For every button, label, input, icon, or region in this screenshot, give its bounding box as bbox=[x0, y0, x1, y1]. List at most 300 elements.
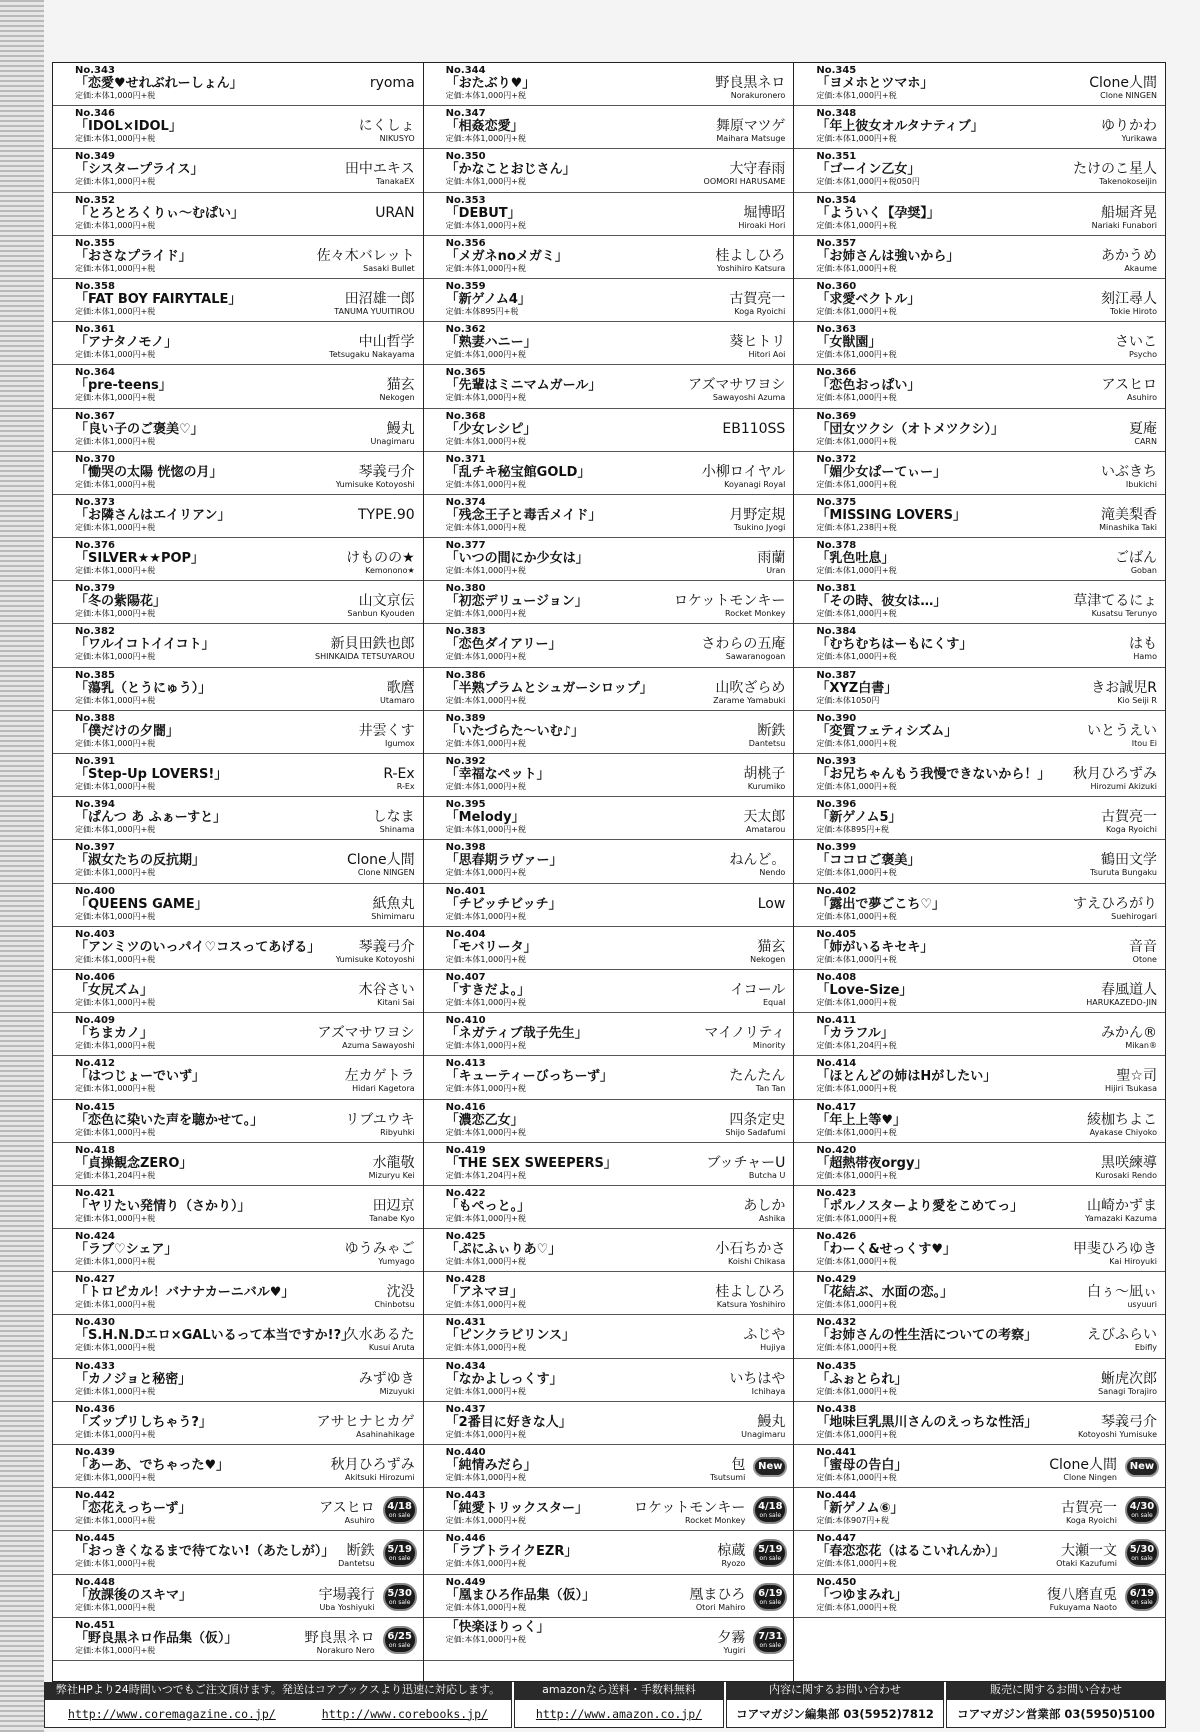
book-price: 定価:本体1,000円+税 bbox=[75, 782, 156, 791]
book-title: 「新ゲノム4」 bbox=[445, 291, 531, 307]
on-sale-label: on sale bbox=[759, 1598, 782, 1606]
book-title: 「ネガティブ哉子先生」 bbox=[445, 1026, 588, 1042]
book-entry bbox=[794, 538, 1165, 581]
book-title: 「恋愛♥せれぶれーしょん」 bbox=[75, 76, 243, 91]
book-title: 「シスタープライス」 bbox=[75, 162, 204, 178]
book-author: アサヒナヒカゲ bbox=[316, 1413, 415, 1430]
book-author-romanized: Kurumiko bbox=[747, 782, 786, 791]
book-number: No.418 bbox=[75, 1144, 115, 1156]
book-author-romanized: Hujiya bbox=[760, 1343, 786, 1353]
book-author: ロケットモンキー bbox=[674, 593, 786, 610]
book-price: 定価:本体1,000円+税 bbox=[75, 1602, 156, 1612]
book-title: 「おっきくなるまで待てない!（あたしが）」 bbox=[75, 1544, 335, 1560]
book-author: 大瀬一文 bbox=[1060, 1543, 1117, 1560]
book-number: No.391 bbox=[75, 756, 115, 767]
book-number: No.414 bbox=[816, 1058, 857, 1070]
book-author: マイノリティ bbox=[704, 1025, 786, 1042]
book-author: ごばん bbox=[1114, 550, 1157, 567]
book-author: 包 bbox=[731, 1457, 746, 1473]
book-number: No.420 bbox=[816, 1144, 857, 1156]
book-author: 甲斐ひろゆき bbox=[1072, 1241, 1157, 1258]
book-author: しなま bbox=[372, 809, 415, 826]
book-title: 「ラブ♡シェア」 bbox=[75, 1242, 178, 1258]
book-number: No.398 bbox=[445, 842, 486, 854]
book-entry bbox=[794, 452, 1165, 495]
book-price: 定価:本体1,000円+税 bbox=[445, 1084, 526, 1094]
book-author-romanized: Kurosaki Rendo bbox=[1095, 1170, 1157, 1180]
editorial-contact-box bbox=[726, 1682, 946, 1728]
book-title: 「むちむちはーもにくす」 bbox=[816, 637, 973, 653]
book-title: 「お姉さんは強いから」 bbox=[816, 248, 960, 264]
book-entry bbox=[794, 365, 1165, 408]
book-price: 定価:本体1,000円+税 bbox=[75, 91, 156, 100]
book-number: No.372 bbox=[816, 453, 857, 465]
book-price: 定価:本体1,000円+税 bbox=[75, 522, 156, 532]
book-number: No.432 bbox=[816, 1317, 857, 1329]
book-title: 「かなことおじさん」 bbox=[445, 162, 576, 178]
order-footer bbox=[44, 1682, 1166, 1728]
editorial-heading: 内容に関するお問い合わせ bbox=[726, 1682, 944, 1699]
book-title: 「ちまカノ」 bbox=[75, 1026, 154, 1042]
book-author: 田沼雄一郎 bbox=[344, 290, 415, 307]
book-number: No.366 bbox=[816, 367, 857, 379]
book-price: 定価:本体1,000円+税 bbox=[75, 350, 156, 360]
book-author-romanized: OOMORI HARUSAME bbox=[703, 177, 786, 187]
book-number: No.394 bbox=[75, 799, 115, 811]
book-number: No.427 bbox=[75, 1274, 115, 1286]
book-title: 「淑女たちの反抗期」 bbox=[75, 853, 206, 869]
book-title: 「野良黒ネロ作品集（仮）」 bbox=[75, 1630, 238, 1646]
book-author: さわらの五庵 bbox=[701, 636, 786, 653]
catalog-column-left bbox=[53, 63, 424, 1681]
book-author-romanized: Ryozo bbox=[721, 1559, 746, 1569]
book-price: 定価:本体1,000円+税 bbox=[816, 91, 897, 100]
book-price: 定価:本体1,000円+税 bbox=[75, 566, 156, 576]
book-author: ryoma bbox=[369, 75, 415, 91]
book-title: 「IDOL×IDOL」 bbox=[75, 119, 182, 135]
book-title: 「お隣さんはエイリアン」 bbox=[75, 507, 231, 523]
book-number: No.409 bbox=[75, 1015, 115, 1027]
on-sale-label: on sale bbox=[1131, 1512, 1153, 1520]
book-author-romanized: Fukuyama Naoto bbox=[1049, 1602, 1117, 1612]
book-price: 定価:本体1,000円+税 bbox=[445, 782, 526, 791]
book-entry bbox=[53, 236, 423, 279]
book-number: No.364 bbox=[75, 367, 115, 379]
book-author-romanized: Nariaki Funabori bbox=[1091, 220, 1157, 230]
book-author-romanized: Sanbun Kyouden bbox=[347, 609, 415, 619]
book-price: 定価:本体1,000円+税 bbox=[816, 134, 897, 144]
book-price: 定価:本体1,000円+税 bbox=[445, 911, 526, 921]
book-title: 「冬の紫陽花」 bbox=[75, 594, 167, 610]
book-number: No.373 bbox=[75, 496, 115, 508]
book-price: 定価:本体1,000円+税 bbox=[75, 1473, 156, 1482]
book-number: No.353 bbox=[445, 194, 486, 206]
book-price: 定価:本体1,000円+税 bbox=[816, 868, 897, 878]
book-price: 定価:本体1050円 bbox=[816, 695, 880, 705]
book-number: No.406 bbox=[75, 971, 115, 983]
book-title: 「恋花えっちーず」 bbox=[75, 1501, 192, 1517]
book-entry bbox=[794, 495, 1165, 538]
book-number: No.358 bbox=[75, 280, 115, 292]
book-number: No.370 bbox=[75, 453, 115, 465]
book-price: 定価:本体1,000円+税 bbox=[816, 782, 897, 791]
book-author: Clone人間 bbox=[1089, 75, 1157, 91]
book-number: No.413 bbox=[445, 1058, 486, 1070]
book-title: 「年上上等♥」 bbox=[816, 1112, 906, 1128]
book-entry bbox=[794, 624, 1165, 667]
book-title: 「恋色おっぱい」 bbox=[816, 378, 921, 394]
book-number: No.412 bbox=[75, 1058, 115, 1070]
book-title: 「団女ツクシ（オトメツクシ）」 bbox=[816, 421, 1005, 437]
book-title: 「ぱんつ あ ふぁーすと」 bbox=[75, 810, 227, 826]
book-number: No.438 bbox=[816, 1403, 857, 1415]
book-number: No.351 bbox=[816, 151, 857, 163]
on-sale-label: on sale bbox=[388, 1598, 411, 1606]
book-author-romanized: Yumyago bbox=[378, 1257, 415, 1267]
book-author: 断鉄 bbox=[346, 1543, 375, 1560]
book-title: 「S.H.N.Dエロ×GALいるって本当ですか!?」 bbox=[75, 1328, 355, 1344]
book-author-romanized: Akaume bbox=[1124, 263, 1157, 273]
book-number: No.440 bbox=[445, 1447, 486, 1458]
book-author-romanized: Utamaro bbox=[380, 695, 415, 705]
book-author: 雨蘭 bbox=[757, 550, 786, 567]
book-price: 定価:本体1,000円+税 bbox=[445, 393, 526, 403]
book-title: 「Step-Up LOVERS!」 bbox=[75, 767, 228, 782]
book-author: 久水あるた bbox=[344, 1327, 415, 1344]
book-author: 堀博昭 bbox=[743, 204, 786, 221]
book-author: 琴義弓介 bbox=[1100, 1413, 1157, 1430]
book-author: 鰻丸 bbox=[386, 420, 415, 437]
book-entry bbox=[424, 1143, 794, 1186]
book-author: いぶきち bbox=[1100, 463, 1157, 480]
book-entry bbox=[794, 927, 1165, 970]
book-price: 定価:本体1,000円+税 bbox=[445, 1429, 526, 1439]
book-author: 草津てるにょ bbox=[1073, 593, 1157, 610]
book-author-romanized: Koga Ryoichi bbox=[1066, 1516, 1117, 1526]
book-author-romanized: Asuhiro bbox=[1126, 393, 1157, 403]
book-author: たけのこ星人 bbox=[1072, 161, 1157, 178]
book-entry bbox=[53, 927, 423, 970]
book-author-romanized: Tokie Hiroto bbox=[1109, 306, 1157, 316]
book-entry bbox=[424, 365, 794, 408]
book-title: 「春恋恋花（はるこいれんか）」 bbox=[816, 1544, 1005, 1560]
book-title: 「ふぉとられ」 bbox=[816, 1371, 908, 1387]
book-entry bbox=[424, 279, 794, 322]
release-date: 5/30 bbox=[387, 1587, 412, 1599]
corebooks-link[interactable]: http://www.corebooks.jp/ bbox=[321, 1706, 488, 1721]
book-author-romanized: Amatarou bbox=[746, 825, 786, 835]
book-entry bbox=[53, 1100, 423, 1143]
book-author-romanized: Tanabe Kyo bbox=[369, 1213, 415, 1223]
book-entry bbox=[53, 279, 423, 322]
book-entry bbox=[424, 927, 794, 970]
book-title: 「ヨメホとツマホ」 bbox=[816, 76, 934, 91]
book-title: 「蜜母の告白」 bbox=[816, 1458, 908, 1473]
book-entry bbox=[794, 1488, 1165, 1531]
book-price: 定価:本体1,000円+税 bbox=[816, 1257, 897, 1267]
book-number: No.442 bbox=[75, 1490, 115, 1502]
book-author: Clone人間 bbox=[346, 852, 415, 869]
book-number: No.393 bbox=[816, 756, 857, 767]
book-title: 「アネマヨ」 bbox=[445, 1285, 524, 1301]
book-author: 月野定規 bbox=[729, 506, 786, 523]
book-price: 定価:本体1,000円+税 bbox=[445, 91, 526, 100]
book-author-romanized: Azuma Sawayoshi bbox=[342, 1041, 415, 1051]
sales-phone-box bbox=[946, 1699, 1166, 1728]
on-sale-label: on sale bbox=[759, 1512, 782, 1520]
book-entry bbox=[424, 1445, 794, 1488]
book-title: 「残念王子と毒舌メイド」 bbox=[445, 507, 602, 523]
release-date-badge bbox=[383, 1626, 417, 1654]
release-date-badge bbox=[1125, 1496, 1159, 1524]
book-price: 定価:本体1,000円+税 bbox=[816, 1559, 897, 1569]
book-author: 小石ちかさ bbox=[715, 1241, 786, 1258]
book-title: 「MISSING LOVERS」 bbox=[816, 507, 966, 523]
book-price: 定価:本体1,000円+税 bbox=[75, 1084, 156, 1094]
book-number: No.356 bbox=[445, 237, 486, 249]
book-entry bbox=[794, 63, 1165, 106]
book-title: 「あーあ、でちゃった♥」 bbox=[75, 1458, 230, 1473]
book-author-romanized: Akitsuki Hirozumi bbox=[345, 1473, 415, 1482]
book-author: 桂よしひろ bbox=[715, 247, 786, 264]
book-number: No.431 bbox=[445, 1317, 486, 1329]
book-author-romanized: usyuuri bbox=[1127, 1300, 1157, 1310]
book-author: 刻江尋人 bbox=[1100, 290, 1157, 307]
book-author-romanized: Kotoyoshi Yumisuke bbox=[1078, 1429, 1157, 1439]
book-author: 桂よしひろ bbox=[715, 1284, 786, 1301]
book-price: 定価:本体1,000円+税 bbox=[75, 393, 156, 403]
book-entry bbox=[424, 581, 794, 624]
book-author-romanized: Shijo Sadafumi bbox=[725, 1127, 786, 1137]
book-author-romanized: HARUKAZEDO-JIN bbox=[1086, 997, 1157, 1007]
book-price: 定価:本体1,000円+税 bbox=[816, 479, 897, 489]
book-author: ブッチャーU bbox=[706, 1154, 786, 1171]
release-date-badge bbox=[383, 1583, 417, 1611]
book-author: EB110SS bbox=[722, 420, 786, 437]
book-author-romanized: Otone bbox=[1132, 954, 1157, 964]
book-title: 「新ゲノム5」 bbox=[816, 810, 902, 826]
book-title: 「なかよしっくす」 bbox=[445, 1371, 563, 1387]
book-title: 「初恋デリュージョン」 bbox=[445, 594, 588, 610]
book-number: No.415 bbox=[75, 1101, 115, 1113]
book-entry bbox=[794, 754, 1165, 797]
book-author-romanized: Ibukichi bbox=[1125, 479, 1157, 489]
book-number: No.449 bbox=[445, 1576, 486, 1588]
book-number: No.411 bbox=[816, 1015, 857, 1027]
book-price: 定価:本体1,000円+税 bbox=[445, 868, 526, 878]
book-price: 定価:本体1,000円+税 bbox=[816, 566, 897, 576]
book-author-romanized: Tsukino Jyogi bbox=[733, 522, 786, 532]
book-number: No.417 bbox=[816, 1101, 857, 1113]
book-title: 「ぷにふぃりあ♡」 bbox=[445, 1242, 562, 1258]
book-number: No.361 bbox=[75, 324, 115, 336]
book-author: 琴義弓介 bbox=[358, 938, 415, 955]
book-author: 水龍敬 bbox=[372, 1154, 415, 1171]
book-author-romanized: Hirozumi Akizuki bbox=[1090, 782, 1157, 791]
book-author: ロケットモンキー bbox=[634, 1500, 746, 1517]
book-title: 「ゴーイン乙女」 bbox=[816, 162, 921, 178]
new-badge: New bbox=[1125, 1457, 1159, 1477]
book-author: リブユウキ bbox=[345, 1111, 415, 1128]
book-number: No.349 bbox=[75, 151, 115, 163]
book-number: No.402 bbox=[816, 885, 857, 897]
book-author-romanized: Clone Ningen bbox=[1063, 1473, 1117, 1482]
book-entry bbox=[53, 840, 423, 883]
book-author: ゆうみゃご bbox=[344, 1241, 415, 1258]
book-author: 鶴田文学 bbox=[1100, 852, 1157, 869]
book-author-romanized: Shimimaru bbox=[371, 911, 415, 921]
book-entry bbox=[794, 1575, 1165, 1618]
book-author: きお誠児R bbox=[1091, 679, 1157, 696]
book-number: No.407 bbox=[445, 971, 486, 983]
book-number: No.371 bbox=[445, 453, 486, 465]
book-price: 定価:本体1,000円+税 bbox=[75, 1041, 156, 1051]
book-title: 「新ゲノム⑥」 bbox=[816, 1501, 904, 1517]
release-date-badge bbox=[753, 1496, 787, 1524]
book-author-romanized: Asuhiro bbox=[344, 1516, 375, 1526]
on-sale-label: on sale bbox=[1131, 1555, 1153, 1563]
book-entry bbox=[794, 970, 1165, 1013]
release-date: 4/18 bbox=[758, 1501, 783, 1513]
book-title: 「女尻ズム」 bbox=[75, 982, 154, 998]
book-author-romanized: Sawayoshi Azuma bbox=[712, 393, 786, 403]
book-title: 「DEBUT」 bbox=[445, 205, 521, 221]
book-author: 中山哲学 bbox=[358, 334, 415, 351]
book-title: 「お姉さんの性生活についての考察」 bbox=[816, 1328, 1038, 1344]
book-price: 定価:本体1,000円+税 bbox=[445, 1386, 526, 1396]
book-author-romanized: Sasaki Bullet bbox=[363, 263, 415, 273]
book-title: 「お兄ちゃんもう我慢できないから！」 bbox=[816, 767, 1051, 782]
book-entry bbox=[794, 236, 1165, 279]
book-number: No.354 bbox=[816, 194, 857, 206]
book-author: ゆりかわ bbox=[1100, 118, 1157, 135]
book-title: 「おさなプライド」 bbox=[75, 248, 192, 264]
book-entry bbox=[794, 322, 1165, 365]
book-author: アスヒロ bbox=[1101, 377, 1157, 394]
book-number: No.439 bbox=[75, 1447, 115, 1458]
book-author: アズマサワヨシ bbox=[688, 377, 786, 394]
book-author: イコール bbox=[730, 981, 786, 998]
book-price: 定価:本体1,000円+税 bbox=[816, 1213, 897, 1223]
book-title: 「Melody」 bbox=[445, 810, 525, 826]
book-number: No.383 bbox=[445, 626, 486, 638]
book-number: No.448 bbox=[75, 1576, 115, 1588]
book-author-romanized: Dantetsu bbox=[748, 738, 786, 748]
book-author: アスヒロ bbox=[319, 1500, 375, 1517]
book-entry bbox=[53, 1013, 423, 1056]
book-author: 聖☆司 bbox=[1116, 1068, 1157, 1085]
book-price: 定価:本体1,000円+税 bbox=[75, 825, 156, 835]
book-number: No.357 bbox=[816, 237, 857, 249]
book-entry bbox=[53, 1531, 423, 1574]
book-entry bbox=[424, 322, 794, 365]
book-price: 定価:本体1,000円+税 bbox=[75, 911, 156, 921]
release-date: 6/19 bbox=[1129, 1587, 1155, 1599]
book-author-romanized: Dantetsu bbox=[338, 1559, 375, 1569]
book-author: URAN bbox=[375, 204, 415, 221]
book-price: 定価:本体1,000円+税 bbox=[445, 177, 526, 187]
side-stripe-pattern bbox=[0, 0, 44, 1732]
book-entry bbox=[424, 624, 794, 667]
book-entry bbox=[53, 365, 423, 408]
book-title: 「恋色に染いた声を聴かせて。」 bbox=[75, 1112, 264, 1128]
book-title: 「ほとんどの姉はHがしたい」 bbox=[816, 1069, 997, 1085]
book-author-romanized: Ichihaya bbox=[751, 1386, 786, 1396]
book-entry bbox=[794, 1056, 1165, 1099]
book-author-romanized: NIKUSYO bbox=[379, 134, 415, 144]
book-number: No.363 bbox=[816, 324, 857, 336]
book-author-romanized: Butcha U bbox=[748, 1170, 786, 1180]
book-entry bbox=[424, 1315, 794, 1358]
amazon-link[interactable]: http://www.amazon.co.jp/ bbox=[535, 1706, 703, 1721]
book-entry bbox=[794, 668, 1165, 711]
book-number: No.419 bbox=[445, 1144, 486, 1156]
book-author: 山文京伝 bbox=[358, 593, 415, 610]
book-author-romanized: Mizuryu Kei bbox=[368, 1170, 415, 1180]
book-price: 定価:本体1,000円+税 bbox=[816, 954, 897, 964]
book-price: 定価:本体1,000円+税 bbox=[816, 1602, 897, 1612]
book-price: 定価:本体1,000円+税 bbox=[445, 134, 526, 144]
book-number: No.408 bbox=[816, 971, 857, 983]
book-price: 定価:本体1,000円+税 bbox=[445, 1473, 526, 1482]
book-price: 定価:本体1,000円+税 bbox=[75, 134, 156, 144]
book-price: 定価:本体1,000円+税 bbox=[75, 436, 156, 446]
book-author-romanized: Yamazaki Kazuma bbox=[1085, 1213, 1157, 1223]
book-author-romanized: Asahinahikage bbox=[356, 1429, 415, 1439]
book-entry bbox=[53, 1359, 423, 1402]
book-author-romanized: Mizuyuki bbox=[379, 1386, 415, 1396]
book-author: 夏庵 bbox=[1128, 420, 1157, 437]
on-sale-label: on sale bbox=[388, 1641, 411, 1649]
on-sale-label: on sale bbox=[759, 1555, 782, 1563]
on-sale-label: on sale bbox=[759, 1641, 782, 1649]
book-price: 定価:本体1,204円+税 bbox=[816, 1041, 897, 1051]
book-entry bbox=[424, 1575, 794, 1618]
book-number: No.428 bbox=[445, 1274, 486, 1286]
book-author-romanized: Uba Yoshiyuki bbox=[319, 1602, 375, 1612]
book-entry bbox=[424, 1402, 794, 1445]
book-author: 山吹ざらめ bbox=[715, 679, 786, 696]
book-entry bbox=[53, 63, 423, 106]
book-price: 定価:本体1,000円+税 bbox=[445, 566, 526, 576]
book-entry bbox=[424, 1100, 794, 1143]
book-price: 定価:本体1,000円+税 bbox=[75, 263, 156, 273]
book-author: あかうめ bbox=[1100, 247, 1157, 264]
book-title: 「XYZ白書」 bbox=[816, 680, 898, 696]
book-title: 「地味巨乳黒川さんのえっちな性活」 bbox=[816, 1414, 1038, 1430]
book-title: 「キューティーびっちーず」 bbox=[445, 1069, 613, 1085]
book-entry bbox=[53, 1186, 423, 1229]
web-order-links bbox=[44, 1699, 512, 1728]
release-date: 5/19 bbox=[387, 1544, 412, 1556]
book-author-romanized: Maihara Matsuge bbox=[716, 134, 786, 144]
book-entry bbox=[53, 1575, 423, 1618]
book-author: 井雲くす bbox=[358, 722, 415, 739]
book-entry bbox=[53, 1229, 423, 1272]
book-price: 定価:本体1,204円+税 bbox=[75, 1170, 156, 1180]
book-price: 定価:本体1,000円+税 bbox=[816, 1473, 897, 1482]
book-author-romanized: Clone NINGEN bbox=[357, 868, 415, 878]
book-number: No.399 bbox=[816, 842, 857, 854]
book-title: 「SILVER★★POP」 bbox=[75, 551, 205, 567]
coremagazine-link[interactable]: http://www.coremagazine.co.jp/ bbox=[68, 1706, 276, 1721]
book-author: 野良黒ネロ bbox=[715, 75, 786, 91]
book-price: 定価:本体1,000円+税 bbox=[816, 393, 897, 403]
book-entry bbox=[53, 754, 423, 797]
book-entry bbox=[424, 1272, 794, 1315]
book-author: Low bbox=[757, 895, 786, 912]
book-entry bbox=[794, 884, 1165, 927]
